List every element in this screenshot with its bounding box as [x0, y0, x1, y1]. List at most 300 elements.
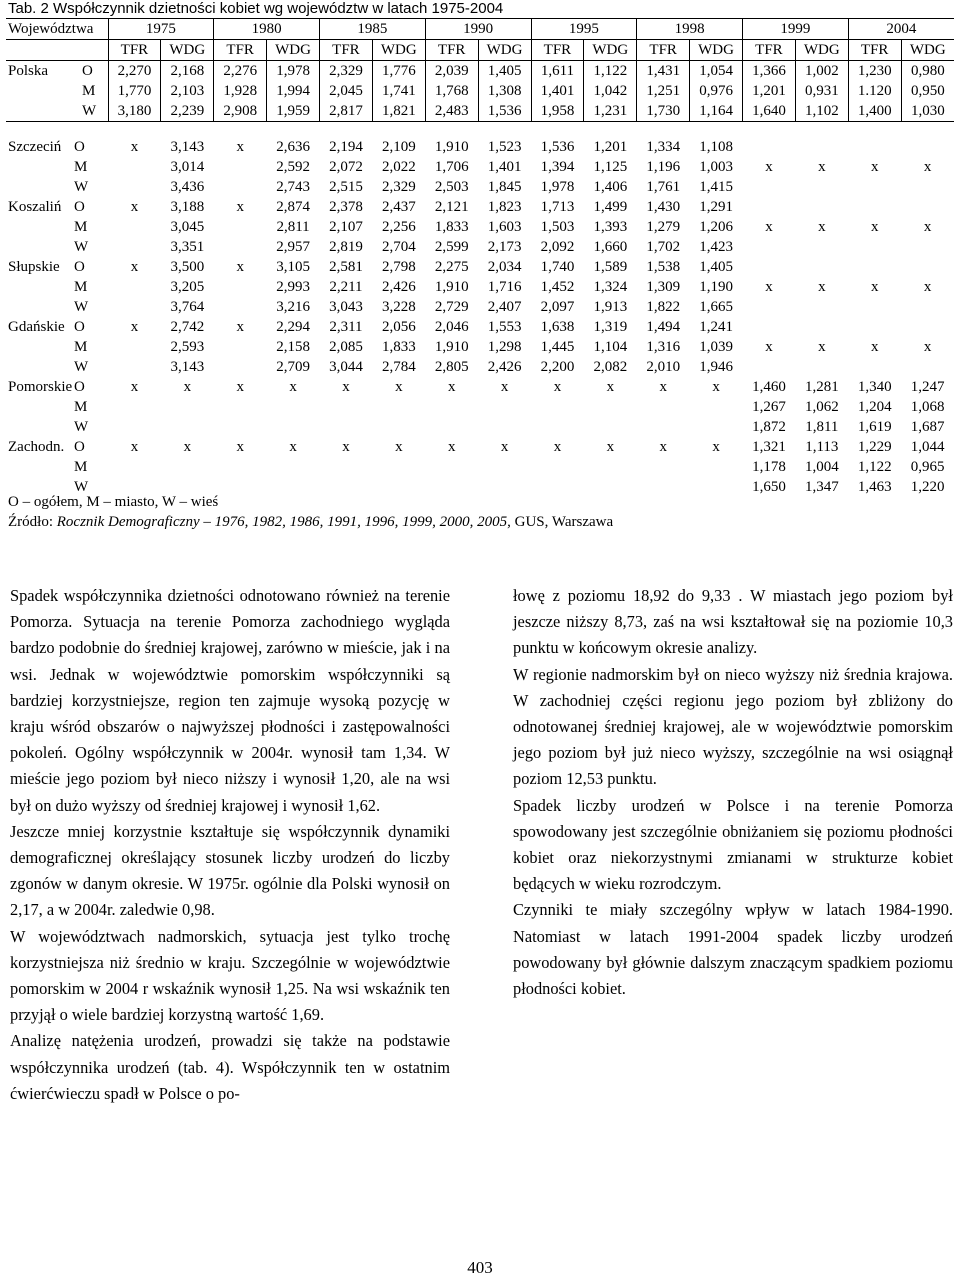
table-cell	[108, 337, 161, 357]
table-cell: 2,211	[329, 279, 363, 295]
table-cell	[637, 457, 690, 477]
table-cell: 1,401	[531, 81, 584, 101]
subheader-wdg: WDG	[372, 40, 425, 61]
table-cell: 1,536	[478, 101, 531, 122]
table-cell: 2,168	[161, 61, 214, 82]
table-cell: 1,713	[540, 199, 575, 215]
table-cell: 1,230	[848, 61, 901, 82]
table-cell	[478, 457, 531, 477]
table-cell: 3,436	[170, 179, 205, 195]
table-cell: x	[818, 279, 826, 295]
table-cell: 1,958	[531, 101, 584, 122]
table-cell: 1,394	[540, 159, 575, 175]
table-cell: 2,046	[434, 319, 469, 335]
table-cell: 1,247	[910, 379, 945, 395]
table-cell: 2,704	[381, 239, 416, 255]
table-cell	[901, 297, 954, 317]
table-cell: 1,281	[804, 379, 839, 395]
table-cell: x	[659, 379, 667, 395]
table-cell: 1,039	[699, 339, 733, 355]
table-cell: 1,423	[699, 239, 733, 255]
region-name	[6, 417, 74, 437]
table-cell	[901, 357, 954, 377]
table-cell: 2,034	[487, 259, 522, 275]
row-marker: W	[74, 359, 89, 375]
table-cell: x	[712, 439, 720, 455]
table-cell: x	[923, 159, 932, 175]
table-row	[6, 157, 954, 177]
row-marker: O	[74, 319, 85, 335]
table-cell: 2,082	[593, 359, 628, 375]
table-cell	[108, 177, 161, 197]
table-cell: 2,378	[329, 199, 363, 215]
table-cell: 1,589	[593, 259, 628, 275]
table-row	[6, 217, 954, 237]
table-cell	[584, 477, 637, 497]
region-name: Szczeciń	[8, 139, 62, 155]
table-cell: 2,593	[170, 339, 205, 355]
table-cell: 1,340	[857, 379, 892, 395]
table-cell: 1,845	[487, 179, 522, 195]
table-cell: 1,821	[372, 101, 425, 122]
table-cell: x	[236, 139, 244, 155]
row-marker: M	[74, 279, 88, 295]
subheader-tfr: TFR	[108, 40, 161, 61]
row-marker: W	[74, 299, 89, 315]
table-cell: 3,143	[170, 139, 205, 155]
table-cell: 1,687	[910, 419, 945, 435]
table-cell: 1,538	[646, 259, 681, 275]
table-cell: 1,822	[646, 299, 681, 315]
row-marker: W	[74, 179, 89, 195]
table-cell: 1,741	[372, 81, 425, 101]
source-suffix: , GUS, Warszawa	[507, 514, 614, 530]
subheader-tfr: TFR	[214, 40, 267, 61]
subheader-tfr: TFR	[848, 40, 901, 61]
table-cell: 1,251	[637, 81, 690, 101]
row-marker: M	[74, 399, 88, 415]
table-cell: 1,910	[434, 279, 469, 295]
row-marker: M	[74, 159, 88, 175]
table-cell: 3,105	[276, 259, 310, 275]
table-cell: 2,819	[329, 239, 363, 255]
subheader-tfr: TFR	[320, 40, 373, 61]
table-cell	[108, 417, 161, 437]
table-cell: 2,194	[329, 139, 363, 155]
table-cell: 1,068	[910, 399, 945, 415]
table-cell: 3,180	[108, 101, 161, 122]
table-cell: 2,173	[487, 239, 522, 255]
table-cell	[214, 177, 267, 197]
table-cell: 1,113	[805, 439, 839, 455]
table-cell: 1,768	[425, 81, 478, 101]
table-cell: x	[289, 379, 297, 395]
paragraph: Spadek liczby urodzeń w Polsce i na terenie Pomorza spowodowany jest szczególnie obniżaniem się poziomu płodności kobiet oraz niekorzystnymi zmianami w strukturze kobiet będących w wieku rozrodczym.	[513, 795, 953, 894]
table-cell: 2,581	[329, 259, 363, 275]
table-row	[6, 277, 954, 297]
table-cell	[320, 457, 373, 477]
table-cell: x	[818, 219, 826, 235]
subheader-wdg: WDG	[584, 40, 637, 61]
table-cell: 1,190	[699, 279, 733, 295]
table-cell: 2,329	[320, 61, 373, 82]
table-cell	[901, 237, 954, 257]
table-cell	[214, 477, 267, 497]
table-cell	[372, 457, 425, 477]
table-cell	[743, 197, 796, 217]
region-name	[6, 177, 74, 197]
table-cell: 1,201	[593, 139, 628, 155]
table-cell: 1,638	[540, 319, 575, 335]
subheader-tfr: TFR	[531, 40, 584, 61]
subheader-wdg: WDG	[901, 40, 954, 61]
table-cell: 2,275	[434, 259, 469, 275]
table-cell	[478, 477, 531, 497]
table-row	[6, 457, 954, 477]
table-cell: x	[395, 379, 403, 395]
row-marker: W	[74, 101, 108, 122]
table-cell: 1,431	[637, 61, 690, 82]
table-cell: x	[553, 379, 562, 395]
page-number: 403	[467, 1258, 493, 1277]
table-cell	[848, 197, 901, 217]
table-cell	[214, 337, 267, 357]
table-cell: 3,044	[329, 359, 363, 375]
paragraph: Analizę natężenia urodzeń, prowadzi się także na podstawie współczynnika urodzeń (tab. 4). Współczynnik ten w ostatnim ćwierćwieczu spadł w Polsce o po-	[10, 1031, 450, 1103]
table-cell: 0,976	[690, 81, 743, 101]
fertility-table-top	[6, 18, 954, 122]
header-spacer	[6, 40, 108, 61]
source-publications: Rocznik Demograficzny – 1976, 1982, 1986, 1991, 1996, 1999, 2000, 2005	[56, 514, 508, 530]
table-cell: 1,122	[857, 459, 892, 475]
table-cell: 1,401	[487, 159, 522, 175]
table-cell: x	[765, 339, 773, 355]
table-cell: 3,216	[276, 299, 310, 315]
table-cell: 1,463	[857, 479, 892, 495]
table-cell: 1,324	[593, 279, 628, 295]
table-cell	[108, 277, 161, 297]
table-cell	[214, 397, 267, 417]
table-cell: 1,405	[478, 61, 531, 82]
table-cell: 2,784	[381, 359, 416, 375]
table-cell: 1,872	[752, 419, 786, 435]
table-cell: 2,329	[381, 179, 416, 195]
table-row	[6, 437, 954, 457]
table-cell: 1,430	[646, 199, 681, 215]
table-cell: 1,660	[593, 239, 628, 255]
table-cell: 2,874	[276, 199, 310, 215]
table-cell: 1,776	[372, 61, 425, 82]
table-cell	[531, 477, 584, 497]
table-cell: 2,311	[329, 319, 363, 335]
table-cell: 2,503	[434, 179, 469, 195]
table-cell: 1,030	[901, 101, 954, 122]
table-cell: 1,104	[593, 339, 628, 355]
table-cell	[161, 397, 214, 417]
table-cell	[584, 457, 637, 477]
table-cell: 2,426	[487, 359, 522, 375]
table-cell: 1,716	[487, 279, 522, 295]
table-cell: 1,405	[699, 259, 733, 275]
table-cell	[743, 297, 796, 317]
region-name	[6, 297, 74, 317]
table-cell: 1,770	[108, 81, 161, 101]
table-cell: x	[236, 379, 244, 395]
table-cell: 2,200	[540, 359, 575, 375]
subheader-tfr: TFR	[637, 40, 690, 61]
table-cell	[108, 357, 161, 377]
table-cell: 1,706	[434, 159, 469, 175]
table-cell: x	[870, 339, 879, 355]
table-row	[6, 81, 954, 101]
row-marker: O	[82, 63, 93, 79]
table-cell: 1,536	[540, 139, 575, 155]
table-cell: 1,959	[267, 101, 320, 122]
table-cell: 1,206	[699, 219, 733, 235]
table-cell: 1,042	[584, 81, 637, 101]
table-cell: x	[236, 259, 244, 275]
table-cell	[848, 257, 901, 277]
table-cell	[795, 137, 848, 157]
year-header: 1995	[531, 19, 637, 40]
table-cell: 1,298	[487, 339, 522, 355]
table-cell: 1,503	[540, 219, 575, 235]
table-cell: 1,308	[478, 81, 531, 101]
table-cell: 1,125	[593, 159, 628, 175]
table-cell: 1,452	[540, 279, 575, 295]
table-cell: x	[236, 439, 244, 455]
row-marker: O	[74, 139, 85, 155]
table-cell: 1,003	[699, 159, 733, 175]
table-cell	[267, 477, 320, 497]
year-header: 2004	[848, 19, 954, 40]
table-cell	[743, 137, 796, 157]
table-cell	[478, 417, 531, 437]
subheader-wdg: WDG	[690, 40, 743, 61]
year-header: 1975	[108, 19, 214, 40]
table-cell	[848, 317, 901, 337]
table-cell: 2,010	[646, 359, 681, 375]
table-cell	[214, 277, 267, 297]
table-cell	[214, 157, 267, 177]
table-cell: 1,665	[699, 299, 733, 315]
table-cell	[795, 357, 848, 377]
table-cell: 1,393	[593, 219, 628, 235]
year-header: 1990	[425, 19, 531, 40]
table-cell: x	[130, 139, 139, 155]
subheader-tfr: TFR	[425, 40, 478, 61]
table-cell: 2,045	[320, 81, 373, 101]
table-cell: x	[183, 439, 192, 455]
table-cell	[743, 357, 796, 377]
table-cell	[901, 317, 954, 337]
table-cell: x	[923, 279, 932, 295]
table-row	[6, 177, 954, 197]
table-cell: 0,931	[795, 81, 848, 101]
paragraph: W regionie nadmorskim był on nieco wyższy niż średnia krajowa. W zachodniej części regionu jego poziom był zbliżony do odnotowanej średniej krajowej, ale w województwie pomorskim jego poziom był już nieco wyższy, szczególnie na wsi osiągnął poziom 12,53 punktu.	[513, 664, 953, 789]
row-marker: M	[82, 83, 96, 99]
table-cell: 1.120	[848, 81, 901, 101]
region-name	[6, 457, 74, 477]
year-header: 1980	[214, 19, 320, 40]
table-cell: 3,014	[170, 159, 205, 175]
table-cell: 2,239	[161, 101, 214, 122]
source-prefix: Źródło:	[8, 514, 57, 530]
table-cell: 2,729	[434, 299, 469, 315]
region-name	[6, 357, 74, 377]
table-cell: x	[342, 379, 350, 395]
table-cell	[214, 217, 267, 237]
table-cell	[425, 477, 478, 497]
table-cell	[901, 177, 954, 197]
table-cell	[108, 457, 161, 477]
table-cell: 2,109	[381, 139, 416, 155]
table-cell	[901, 137, 954, 157]
region-name	[6, 81, 74, 101]
table-cell: 1,229	[857, 439, 892, 455]
table-cell: 1,002	[795, 61, 848, 82]
row-marker: W	[74, 239, 89, 255]
table-cell: x	[765, 159, 773, 175]
table-cell: 1,054	[690, 61, 743, 82]
table-cell: x	[130, 439, 139, 455]
table-cell: 1,415	[699, 179, 733, 195]
table-cell: 1,196	[646, 159, 681, 175]
table-cell	[478, 397, 531, 417]
subheader-wdg: WDG	[161, 40, 214, 61]
table-cell: 2,515	[329, 179, 363, 195]
table-cell: 1,499	[593, 199, 628, 215]
table-cell	[214, 237, 267, 257]
table-cell	[848, 137, 901, 157]
table-cell	[320, 477, 373, 497]
table-legend: O – ogółem, M – miasto, W – wieś	[8, 494, 219, 510]
table-cell: 1,004	[804, 459, 839, 475]
table-cell: 1,178	[752, 459, 786, 475]
table-row	[6, 357, 954, 377]
table-cell: 1,619	[857, 419, 892, 435]
table-cell: 3,500	[170, 259, 205, 275]
table-cell: x	[130, 379, 139, 395]
table-cell: 2,592	[276, 159, 310, 175]
region-name	[6, 157, 74, 177]
table-cell: 1,761	[646, 179, 681, 195]
table-cell: 3,764	[170, 299, 205, 315]
table-cell	[795, 197, 848, 217]
table-cell	[531, 397, 584, 417]
table-cell: 2,022	[381, 159, 416, 175]
table-cell: x	[395, 439, 403, 455]
table-cell	[372, 397, 425, 417]
table-cell: x	[712, 379, 720, 395]
table-cell: x	[130, 199, 139, 215]
table-cell: 2,276	[214, 61, 267, 82]
region-name: Gdańskie	[8, 319, 65, 335]
table-cell	[795, 297, 848, 317]
table-cell: 2,056	[381, 319, 416, 335]
table-cell: 1,122	[584, 61, 637, 82]
table-caption: Tab. 2 Współczynnik dzietności kobiet wg województw w latach 1975-2004	[8, 0, 504, 17]
table-cell	[743, 237, 796, 257]
table-cell	[848, 357, 901, 377]
table-cell: 1,833	[381, 339, 416, 355]
table-cell: 3,351	[170, 239, 205, 255]
table-cell: 1,406	[593, 179, 628, 195]
table-cell	[690, 477, 743, 497]
table-cell	[584, 417, 637, 437]
table-cell: 1,445	[540, 339, 575, 355]
fertility-table-regions	[6, 137, 954, 497]
table-cell: x	[870, 219, 879, 235]
table-cell	[690, 397, 743, 417]
table-cell: x	[606, 379, 615, 395]
row-marker: M	[74, 459, 88, 475]
table-cell: 1,279	[646, 219, 681, 235]
table-cell: 1,811	[805, 419, 839, 435]
paragraph: łowę z poziomu 18,92 do 9,33 . W miastach jego poziom był jeszcze niższy 8,73, zaś na wsi kształtował się na poziomie 10,3 punktu w końcowym okresie analizy.	[513, 586, 953, 658]
table-cell: 2,908	[214, 101, 267, 122]
table-cell	[108, 397, 161, 417]
table-cell: x	[870, 159, 879, 175]
table-cell: x	[289, 439, 297, 455]
table-cell: 3,205	[170, 279, 205, 295]
table-cell: x	[606, 439, 615, 455]
table-cell: 1,553	[487, 319, 522, 335]
text-column-right	[513, 583, 953, 1002]
table-cell: x	[553, 439, 562, 455]
table-cell	[848, 237, 901, 257]
table-cell: 1,823	[487, 199, 522, 215]
table-cell: 1,321	[752, 439, 786, 455]
table-cell: 2,072	[329, 159, 363, 175]
year-header: 1999	[743, 19, 849, 40]
table-cell	[637, 417, 690, 437]
table-cell: x	[183, 379, 192, 395]
table-cell: 2,742	[170, 319, 205, 335]
table-cell: 2,097	[540, 299, 575, 315]
table-cell	[531, 417, 584, 437]
table-row	[6, 417, 954, 437]
table-cell: x	[447, 379, 456, 395]
table-cell: 1,044	[910, 439, 945, 455]
table-cell	[425, 417, 478, 437]
table-cell: 2,993	[276, 279, 310, 295]
table-cell: 1,220	[910, 479, 945, 495]
table-cell	[108, 297, 161, 317]
table-cell	[108, 157, 161, 177]
row-marker: O	[74, 439, 85, 455]
table-source	[8, 514, 613, 531]
table-cell: 2,294	[276, 319, 310, 335]
row-marker: O	[74, 379, 85, 395]
table-cell: x	[500, 379, 509, 395]
table-cell: 1,994	[267, 81, 320, 101]
table-row	[6, 297, 954, 317]
table-cell: 1,730	[637, 101, 690, 122]
table-cell	[425, 397, 478, 417]
table-cell: 2,426	[381, 279, 416, 295]
table-cell	[267, 397, 320, 417]
table-cell: 1,910	[434, 339, 469, 355]
table-cell: 2,805	[434, 359, 469, 375]
table-cell: 2,039	[425, 61, 478, 82]
table-cell: 2,270	[108, 61, 161, 82]
table-cell: 2,107	[329, 219, 363, 235]
table-cell	[320, 417, 373, 437]
table-cell: 2,957	[276, 239, 310, 255]
table-cell: 2,407	[487, 299, 522, 315]
table-cell: 1,611	[531, 61, 584, 82]
